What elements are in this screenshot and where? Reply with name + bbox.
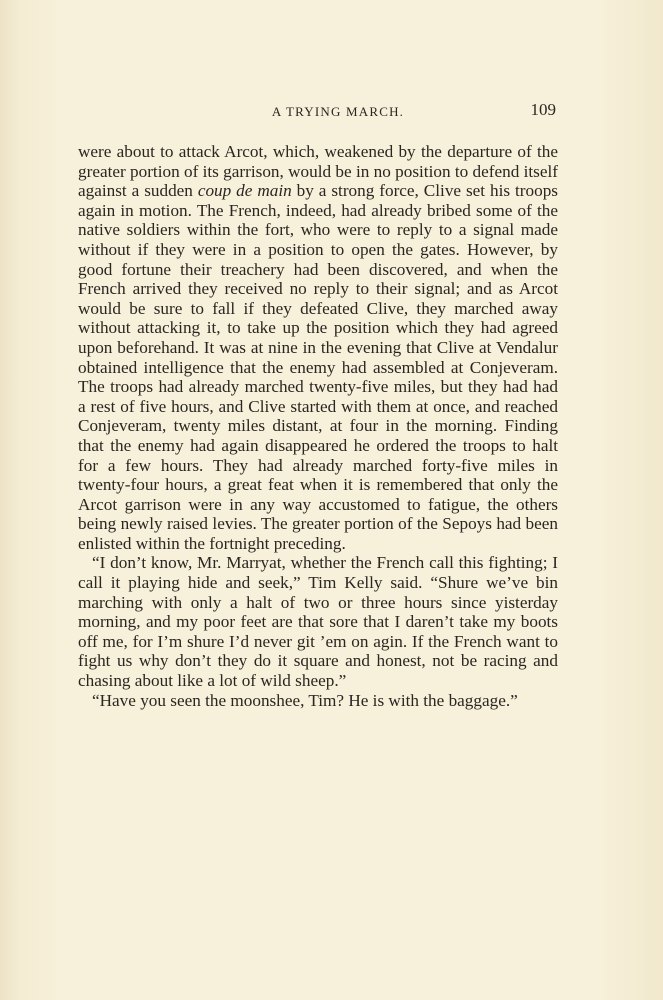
paragraph-2: “I don’t know, Mr. Marryat, whether the French call this fighting; I call it playing hide and seek,” Tim Kelly said. “Shure we’ve bin marching with only a halt of two or three hours since yisterday morning, and my poor feet are that sore that I daren’t take my boots off me, for I’m shure I’d never git ’em on agin. If the French want to fight us why don’t they do it square and honest, not be racing and chasing about like a lot of wild sheep.”: [78, 553, 558, 691]
paragraph-1-text-b: by a strong force, Clive set his troops again in motion. The French, indeed, had already bribed some of the native soldiers within the fort, who were to reply to a signal made without if they were in a position to open the gates. However, by good fortune their treachery had been discovered, and when the French arrived they received no reply to their signal; and as Arcot would be sure to fall if they defeated Clive, they marched away without attacking it, to take up the position which they had agreed upon beforehand. It was at nine in the evening that Clive at Vendalur obtained intelligence that the enemy had assembled at Conjeveram. The troops had already marched twenty-five miles, but they had had a rest of five hours, and Clive started with them at once, and reached Conjeveram, twenty miles distant, at four in the morning. Finding that the enemy had again disappeared he ordered the troops to halt for a few hours. They had already marched forty-five miles in twenty-four hours, a great feat when it is remembered that only the Arcot garrison were in any way accustomed to fatigue, the others being newly raised levies. The greater portion of the Sepoys had been enlisted within the fortnight preceding.: [78, 181, 558, 553]
italic-phrase-coup-de-main: coup de main: [197, 181, 292, 201]
running-head: A TRYING MARCH.: [271, 104, 405, 119]
page-header: [78, 100, 558, 130]
paragraph-1: [78, 142, 558, 553]
page-number: 109: [530, 100, 556, 119]
paragraph-3: “Have you seen the moonshee, Tim? He is with the baggage.”: [92, 690, 518, 710]
body-text: [78, 142, 558, 710]
paragraph-1-text-a: were about to attack Arcot, which, weakened by the departure of the greater portion of its garrison, would be in no position to defend itself against a sudden: [78, 142, 558, 201]
